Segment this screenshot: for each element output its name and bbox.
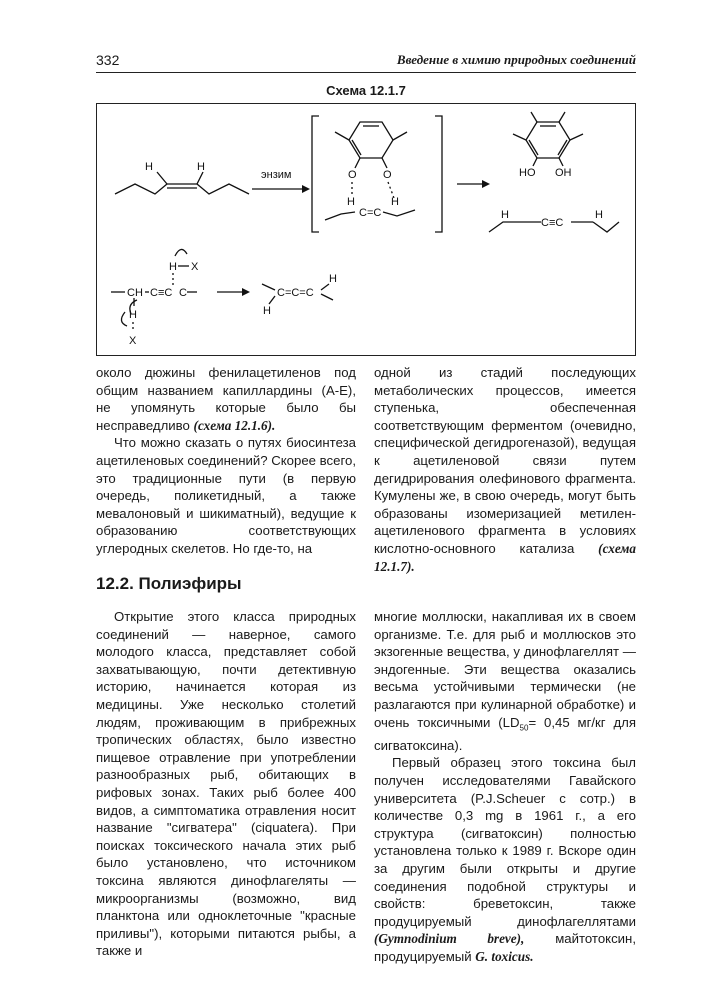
complex-h-left: H	[347, 196, 355, 208]
allene-product	[262, 273, 337, 317]
complex-alkene: C=C	[359, 207, 382, 219]
paragraph: Открытие этого класса природных соединений — наверное, самого молодого класса, представляет собой захватывающую, почти детективную историю, начинается которая из медицины. Уже несколько столетий людям, проживающим в прибрежных тропических областях, было известно пищевое отравление при употреблении разнообразных рыб, обитающих в рифовых зонах. Таких рыб более 400 видов, а симптоматика отравления носит название "сигватера" (ciquatera). При поисках токсического начала этих рыб было установлено, что источником токсина являются динофлагеляты — микроорганизмы (возможно, вид планктона или одноклеточные "красные приливы"), которыми питаются рыбы, а также и	[96, 609, 356, 959]
ch-group: CH	[127, 287, 143, 299]
hydroquinone-product	[513, 112, 583, 179]
reaction-scheme-drawing	[97, 104, 637, 357]
fragment-triple-bond: C≡C	[150, 287, 173, 299]
section-heading: 12.2. Полиэфиры	[96, 574, 242, 593]
alkyne-triple-bond: C≡C	[541, 217, 564, 229]
alkyne-h-right: H	[595, 209, 603, 221]
complex-h-right: H	[391, 196, 399, 208]
bottom-h: H	[129, 309, 137, 321]
paragraph: около дюжины фенилацетиленов под общим названием капиллардины (А-Е), не упомянуть которые было бы несправедливо (схема 12.1.6).	[96, 365, 356, 433]
hydroquinone-ho: HO	[519, 167, 536, 179]
subscript: 50	[519, 723, 529, 733]
page-number: 332	[96, 52, 120, 68]
isomerization-arrow	[217, 288, 250, 296]
enzyme-arrow	[252, 169, 310, 193]
running-title: Введение в химию природных соединений	[396, 52, 636, 67]
allene-cumulene: C=C=C	[277, 287, 314, 299]
page-header	[96, 50, 636, 73]
right-column-top	[374, 364, 636, 575]
fragment-c: C	[179, 287, 187, 299]
alkene-substrate	[115, 161, 249, 194]
paragraph: многие моллюски, накапливая их в своем организме. Т.е. для рыб и моллюсков это экзогенные вещества, у динофлагеллят — эндогенные. Эти вещества оказались весьма устойчивыми термически (не разлагаются при кулинарной обработке) и очень токсичными ($LD_{50}= 0,45$ мг/кг для сигватоксина).	[374, 609, 637, 753]
enzyme-label: энзим	[261, 169, 292, 181]
scheme-title: Схема 12.1.7	[326, 83, 406, 98]
alkyne-h-left: H	[501, 209, 509, 221]
product-arrow	[457, 180, 490, 188]
right-column-bottom	[374, 608, 636, 966]
quinone-enzyme-complex	[325, 122, 415, 220]
allene-h-right: H	[329, 273, 337, 285]
alkene-h-right: H	[197, 161, 205, 173]
scheme-reference: (схема 12.1.7).	[374, 540, 636, 574]
allene-h-left: H	[263, 305, 271, 317]
left-column-bottom	[96, 608, 356, 960]
species-name: (Gymnodinium breve),	[374, 931, 525, 947]
scheme-reference: (схема 12.1.6).	[193, 417, 276, 433]
paragraph: одной из стадий последующих метаболических процессов, имеется ступенька, обеспеченная соответствующим ферментом (очевидно, специфической дегидрогеназой), ведущая к ацетиленовой связи путем дегидрирования олефинового фрагмента. Кумулены же, в свою очередь, могут быть образованы изомеризацией метилен-ацетиленового фрагмента в условиях кислотно-основного катализа (схема 12.1.7).	[374, 365, 636, 574]
paragraph: Первый образец этого токсина был получен исследователями Гавайского университета (P.J.Scheuer с сотр.) в количестве 0,3 mg в 1961 г., а его структура (сигватоксин) полностью установлена только к 1989 г. Вскоре один за другим были открыты и другие соединения подобной структуры и свойств: бреветоксин, также продуцируемый динофлагеллятами (Gymnodinium breve), майтотоксин, продуцируемый G. toxicus.	[374, 755, 636, 964]
alkyne-product	[489, 209, 619, 232]
species-name: G. toxicus.	[475, 948, 534, 964]
propargyl-substrate	[111, 249, 199, 347]
bottom-x: X	[129, 335, 137, 347]
left-column-top	[96, 364, 356, 558]
quinone-o-left: O	[348, 169, 357, 181]
hydroquinone-oh: OH	[555, 167, 572, 179]
top-x: X	[191, 261, 199, 273]
quinone-o-right: O	[383, 169, 392, 181]
paragraph: Что можно сказать о путях биосинтеза ацетиленовых соединений? Скорее всего, это традиционные пути (в первую очередь, поликетидный, а также мевалоновый и шикиматный), ведущие к образованию соответствующих углеродных скелетов. Но где-то, на	[96, 435, 356, 556]
scheme-figure	[96, 103, 636, 356]
alkene-h-left: H	[145, 161, 153, 173]
top-h: H	[169, 261, 177, 273]
